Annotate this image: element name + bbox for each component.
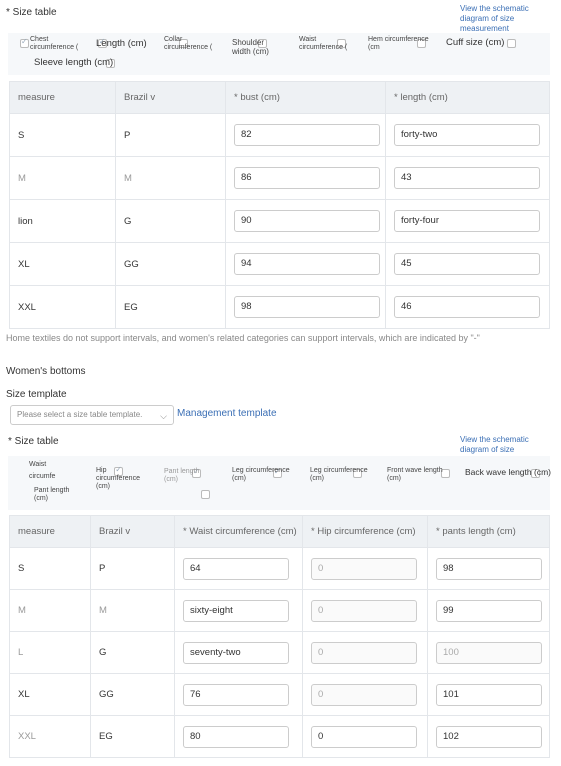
hip-input[interactable]: 0 <box>311 726 417 748</box>
cell-measure: S <box>10 548 91 590</box>
col-brazil: Brazil v <box>116 82 226 114</box>
cell-brazil: G <box>91 632 175 674</box>
size-table-label: * Size table <box>8 436 59 447</box>
option-checkbox[interactable] <box>20 39 29 48</box>
option-checkbox[interactable] <box>201 490 210 499</box>
bust-input[interactable]: 82 <box>234 124 380 146</box>
col-length: * length (cm) <box>386 82 550 114</box>
bottoms-size-table <box>9 515 550 758</box>
table-row <box>10 286 550 329</box>
waist-input[interactable]: seventy-two <box>183 642 289 664</box>
cell-measure: XXL <box>10 286 116 329</box>
option-pant-length[interactable]: Pant length (cm) <box>164 468 200 483</box>
pants-input[interactable]: 102 <box>436 726 542 748</box>
option-pant-length-2[interactable]: Pant length (cm) <box>34 487 70 502</box>
cell-brazil: M <box>116 157 226 200</box>
size-template-label: Size template <box>6 389 67 400</box>
cell-brazil: G <box>116 200 226 243</box>
waist-input[interactable]: 64 <box>183 558 289 580</box>
cell-measure: L <box>10 632 91 674</box>
table-row <box>10 157 550 200</box>
col-hip: * Hip circumference (cm) <box>303 516 428 548</box>
col-bust: * bust (cm) <box>226 82 386 114</box>
table-row <box>10 590 550 632</box>
bust-input[interactable]: 94 <box>234 253 380 275</box>
table-row <box>10 548 550 590</box>
option-front-wave[interactable]: Front wave length (cm) <box>387 467 443 482</box>
cell-measure: XXL <box>10 716 91 758</box>
pants-input[interactable]: 100 <box>436 642 542 664</box>
cell-brazil: P <box>116 114 226 157</box>
cell-measure: M <box>10 590 91 632</box>
pants-input[interactable]: 101 <box>436 684 542 706</box>
hip-input[interactable]: 0 <box>311 642 417 664</box>
col-pants: * pants length (cm) <box>428 516 550 548</box>
schematic-diagram-link[interactable]: View the schematic diagram of size <box>460 435 529 454</box>
cell-brazil: GG <box>91 674 175 716</box>
table-header-row <box>10 82 550 114</box>
cell-brazil: EG <box>91 716 175 758</box>
table-row <box>10 716 550 758</box>
cell-brazil: EG <box>116 286 226 329</box>
hip-input[interactable]: 0 <box>311 684 417 706</box>
table-row <box>10 114 550 157</box>
option-shoulder[interactable]: Shoulder width (cm) <box>232 38 269 56</box>
schematic-diagram-link[interactable]: View the schematic diagram of size measurement <box>460 4 529 33</box>
pants-input[interactable]: 98 <box>436 558 542 580</box>
col-brazil: Brazil v <box>91 516 175 548</box>
table-row <box>10 243 550 286</box>
col-measure: measure <box>10 516 91 548</box>
cell-measure: XL <box>10 243 116 286</box>
length-input[interactable]: 46 <box>394 296 540 318</box>
cell-brazil: GG <box>116 243 226 286</box>
cell-measure: XL <box>10 674 91 716</box>
chevron-down-icon: ⌵ <box>160 411 167 421</box>
size-template-select[interactable] <box>10 405 174 425</box>
management-template-link[interactable]: Management template <box>177 408 277 419</box>
option-leg-circumference-2[interactable]: Leg circumference (cm) <box>310 467 368 482</box>
option-hem[interactable]: Hem circumference (cm <box>368 36 429 51</box>
table-header-row <box>10 516 550 548</box>
option-waist[interactable]: Waist circumfe <box>29 461 56 480</box>
cell-measure: S <box>10 114 116 157</box>
option-hip[interactable]: Hip circumference (cm) <box>96 467 140 490</box>
cell-measure: M <box>10 157 116 200</box>
cell-measure: lion <box>10 200 116 243</box>
size-table-label: * Size table <box>6 7 57 18</box>
option-sleeve[interactable]: Sleeve length (cm) <box>34 57 114 68</box>
option-chest[interactable]: Chest circumference ( <box>30 36 79 51</box>
section-heading: Women's bottoms <box>6 366 86 377</box>
bust-input[interactable]: 90 <box>234 210 380 232</box>
tops-size-table <box>9 81 550 329</box>
pants-input[interactable]: 99 <box>436 600 542 622</box>
bust-input[interactable]: 86 <box>234 167 380 189</box>
waist-input[interactable]: 76 <box>183 684 289 706</box>
option-collar[interactable]: Collar circumference ( <box>164 36 213 51</box>
table-row <box>10 200 550 243</box>
cell-brazil: P <box>91 548 175 590</box>
bust-input[interactable]: 98 <box>234 296 380 318</box>
interval-note: Home textiles do not support intervals, and women's related categories can support intervals, which are indicated by "-" <box>6 333 480 343</box>
length-input[interactable]: 43 <box>394 167 540 189</box>
option-back-wave[interactable]: Back wave length (cm) <box>465 467 551 477</box>
option-leg-circumference[interactable]: Leg circumference (cm) <box>232 467 290 482</box>
col-waist: * Waist circumference (cm) <box>175 516 303 548</box>
size-options-panel <box>8 456 550 510</box>
length-input[interactable]: forty-four <box>394 210 540 232</box>
cell-brazil: M <box>91 590 175 632</box>
waist-input[interactable]: 80 <box>183 726 289 748</box>
option-cuff[interactable]: Cuff size (cm) <box>446 37 505 48</box>
length-input[interactable]: 45 <box>394 253 540 275</box>
option-length[interactable]: Length (cm) <box>96 38 147 49</box>
option-waist[interactable]: Waist circumference ( <box>299 36 348 51</box>
table-row <box>10 632 550 674</box>
table-row <box>10 674 550 716</box>
hip-input[interactable]: 0 <box>311 600 417 622</box>
hip-input[interactable]: 0 <box>311 558 417 580</box>
select-placeholder: Please select a size table template. <box>17 410 143 419</box>
col-measure: measure <box>10 82 116 114</box>
waist-input[interactable]: sixty-eight <box>183 600 289 622</box>
length-input[interactable]: forty-two <box>394 124 540 146</box>
